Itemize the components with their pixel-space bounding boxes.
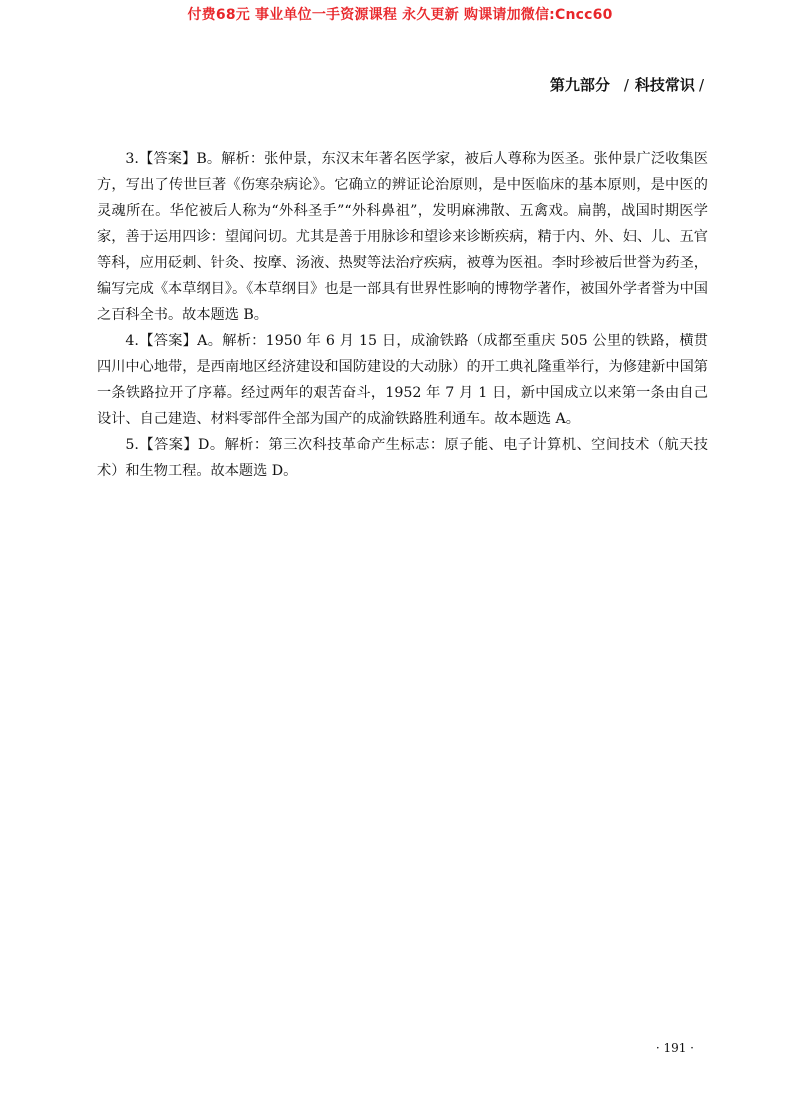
page-number: · 191 · [655, 1041, 694, 1055]
promo-banner: 付费68元 事业单位一手资源课程 永久更新 购课请加微信:Cncc60 [187, 7, 613, 23]
answer-5-explanation: 5.【答案】D。解析：第三次科技革命产生标志：原子能、电子计算机、空间技术（航天技术）和生物工程。故本题选 D。 [97, 437, 708, 479]
part-title: 第九部分 [549, 76, 610, 94]
header-separator: / [623, 76, 629, 94]
section-title: 科技常识 [634, 76, 695, 94]
answer-explanations [97, 146, 708, 484]
header-trailing-separator: / [698, 76, 704, 94]
running-header [550, 74, 704, 95]
answer-4-explanation: 4.【答案】A。解析：1950 年 6 月 15 日，成渝铁路（成都至重庆 505 公里的铁路，横贯四川中心地带，是西南地区经济建设和国防建设的大动脉）的开工典礼隆重举行，为修建新中国第一条铁路拉开了序幕。经过两年的艰苦奋斗，1952 年 7 月 1 日，新中国成立以来第一条由自己设计、自己建造、材料零部件全部为国产的成渝铁路胜利通车。故本题选 A。 [97, 333, 708, 427]
answer-3-explanation: 3.【答案】B。解析：张仲景，东汉末年著名医学家，被后人尊称为医圣。张仲景广泛收集医方，写出了传世巨著《伤寒杂病论》。它确立的辨证论治原则，是中医临床的基本原则，是中医的灵魂所在。华佗被后人称为“外科圣手”“外科鼻祖”，发明麻沸散、五禽戏。扁鹊，战国时期医学家，善于运用四诊：望闻问切。尤其是善于用脉诊和望诊来诊断疾病，精于内、外、妇、儿、五官等科，应用砭刺、针灸、按摩、汤液、热熨等法治疗疾病，被尊为医祖。李时珍被后世誉为药圣，编写完成《本草纲目》。《本草纲目》也是一部具有世界性影响的博物学著作，被国外学者誉为中国之百科全书。故本题选 B。 [97, 151, 708, 323]
